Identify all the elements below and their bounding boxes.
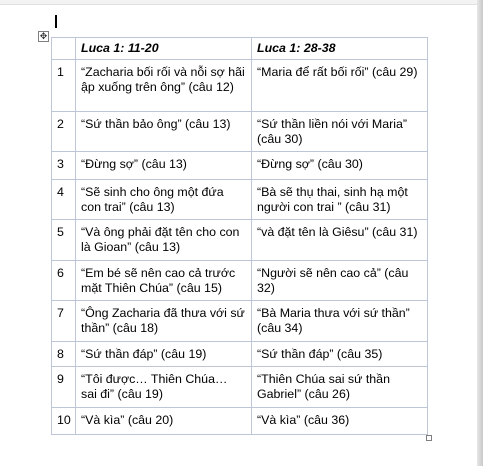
table-row [52, 220, 428, 261]
table-row [52, 261, 428, 301]
table-row [52, 152, 428, 180]
header-cell-luca-28-38[interactable]: Luca 1: 28-38 [252, 38, 428, 60]
row-number-cell[interactable]: 8 [52, 342, 76, 367]
passage-a-cell[interactable]: “Và kìa” (câu 20) [76, 408, 252, 435]
passage-a-cell[interactable]: “Em bé sẽ nên cao cả trước mặt Thiên Chúa” (câu 15) [76, 261, 252, 301]
table-row [52, 342, 428, 367]
passage-b-cell[interactable]: “Bà sẽ thụ thai, sinh hạ một người con trai ” (câu 31) [252, 180, 428, 220]
row-number-cell[interactable]: 7 [52, 301, 76, 342]
passage-b-cell[interactable]: “Thiên Chúa sai sứ thần Gabriel” (câu 26) [252, 367, 428, 408]
passage-a-cell[interactable]: “Đừng sợ” (câu 13) [76, 152, 252, 180]
row-number-cell[interactable]: 4 [52, 180, 76, 220]
passage-b-cell[interactable]: “Người sẽ nên cao cả” (câu 32) [252, 261, 428, 301]
row-number-cell[interactable]: 2 [52, 112, 76, 152]
passage-a-cell[interactable]: “Tôi được… Thiên Chúa… sai đi” (câu 19) [76, 367, 252, 408]
page-edge-shadow [477, 0, 483, 466]
table-row [52, 112, 428, 152]
comparison-table [51, 37, 428, 435]
passage-a-cell[interactable]: “Sẽ sinh cho ông một đứa con trai” (câu 13) [76, 180, 252, 220]
passage-b-cell[interactable]: “Maria để rất bối rối” (câu 29) [252, 60, 428, 112]
passage-a-cell[interactable]: “Và ông phải đặt tên cho con là Gioan” (câu 13) [76, 220, 252, 261]
table-row [52, 180, 428, 220]
passage-b-cell[interactable]: “Bà Maria thưa với sứ thần” (câu 34) [252, 301, 428, 342]
ruler-strip [0, 0, 483, 5]
passage-b-cell[interactable]: “Sứ thần đáp” (câu 35) [252, 342, 428, 367]
passage-b-cell[interactable]: “Và kìa” (câu 36) [252, 408, 428, 435]
passage-a-cell[interactable]: “Sứ thần bảo ông” (câu 13) [76, 112, 252, 152]
passage-a-cell[interactable]: “Ông Zacharia đã thưa với sứ thần” (câu 18) [76, 301, 252, 342]
passage-b-cell[interactable]: “Sứ thần liền nói với Maria” (câu 30) [252, 112, 428, 152]
table-row [52, 408, 428, 435]
passage-a-cell[interactable]: “Zacharia bối rối và nỗi sợ hãi ập xuống trên ông” (câu 12) [76, 60, 252, 112]
move-cross-icon[interactable]: ✥ [39, 31, 48, 41]
table-header-row [52, 38, 428, 60]
passage-b-cell[interactable]: “và đặt tên là Giêsu” (câu 31) [252, 220, 428, 261]
resize-square-icon[interactable] [426, 435, 432, 441]
row-number-cell[interactable]: 3 [52, 152, 76, 180]
header-cell-number[interactable] [52, 38, 76, 60]
row-number-cell[interactable]: 9 [52, 367, 76, 408]
row-number-cell[interactable]: 10 [52, 408, 76, 435]
passage-a-cell[interactable]: “Sứ thần đáp” (câu 19) [76, 342, 252, 367]
passage-b-cell[interactable]: “Đừng sợ” (câu 30) [252, 152, 428, 180]
row-number-cell[interactable]: 5 [52, 220, 76, 261]
table-row [52, 60, 428, 112]
row-number-cell[interactable]: 1 [52, 60, 76, 112]
row-number-cell[interactable]: 6 [52, 261, 76, 301]
header-cell-luca-11-20[interactable]: Luca 1: 11-20 [76, 38, 252, 60]
text-cursor [55, 15, 57, 28]
table-row [52, 367, 428, 408]
table-row [52, 301, 428, 342]
